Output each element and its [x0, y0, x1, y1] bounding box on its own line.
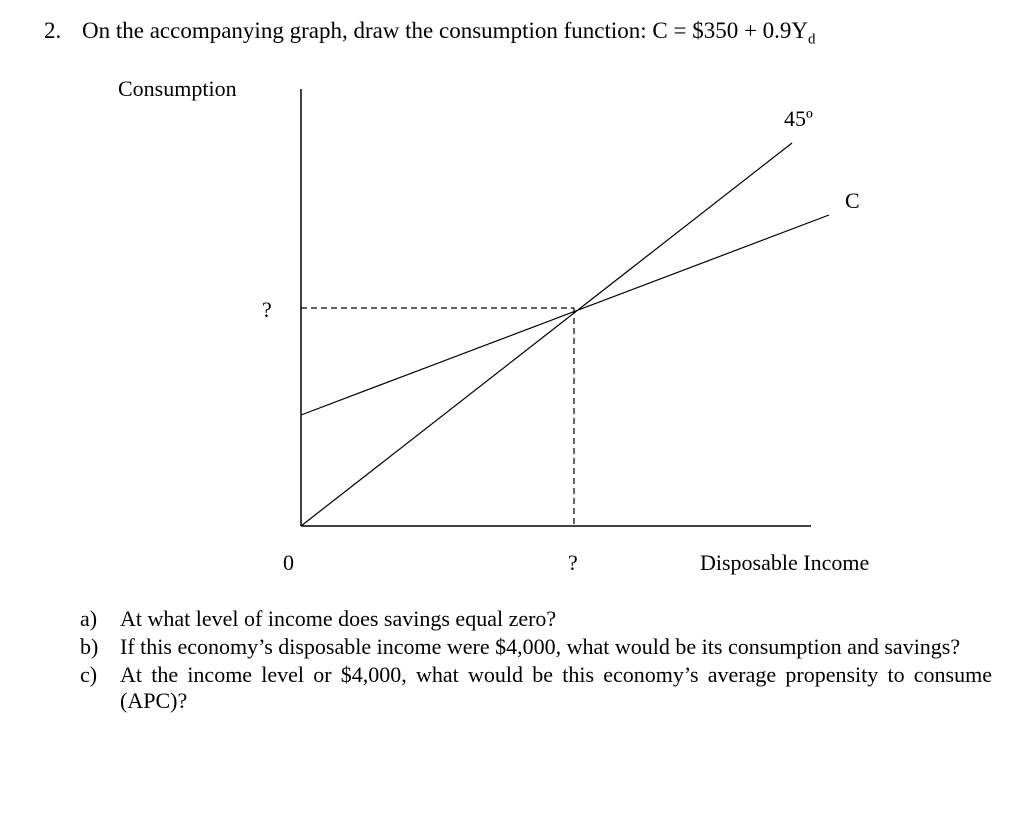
question-number: 2.: [44, 18, 62, 43]
question-label: a): [80, 606, 98, 631]
line-45-degree: [301, 143, 792, 526]
line-45-label: 45º: [784, 106, 813, 131]
question-text: At what level of income does savings equal zero?: [120, 606, 557, 631]
question-label: b): [80, 634, 99, 659]
question-item-c: [80, 662, 992, 714]
origin-label: 0: [283, 550, 294, 575]
x-axis-label: Disposable Income: [700, 550, 870, 575]
question-list: [80, 606, 992, 716]
y-axis-label: Consumption: [118, 76, 237, 101]
consumption-line-label: C: [845, 188, 860, 213]
question-label: c): [80, 662, 98, 687]
question-subscript: d: [808, 31, 816, 48]
y-unknown-marker: ?: [262, 297, 272, 322]
question-text: On the accompanying graph, draw the consumption function: C = $350 + 0.9Y: [82, 18, 809, 43]
consumption-line: [301, 215, 829, 415]
x-unknown-marker: ?: [568, 550, 578, 575]
question-text: If this economy’s disposable income were $4,000, what would be its consumption and savings?: [120, 634, 961, 659]
question-item-b: [80, 634, 992, 660]
question-item-a: [80, 606, 992, 632]
question-text: At the income level or $4,000, what would be this economy’s average propensity to consume (APC)?: [120, 662, 992, 713]
